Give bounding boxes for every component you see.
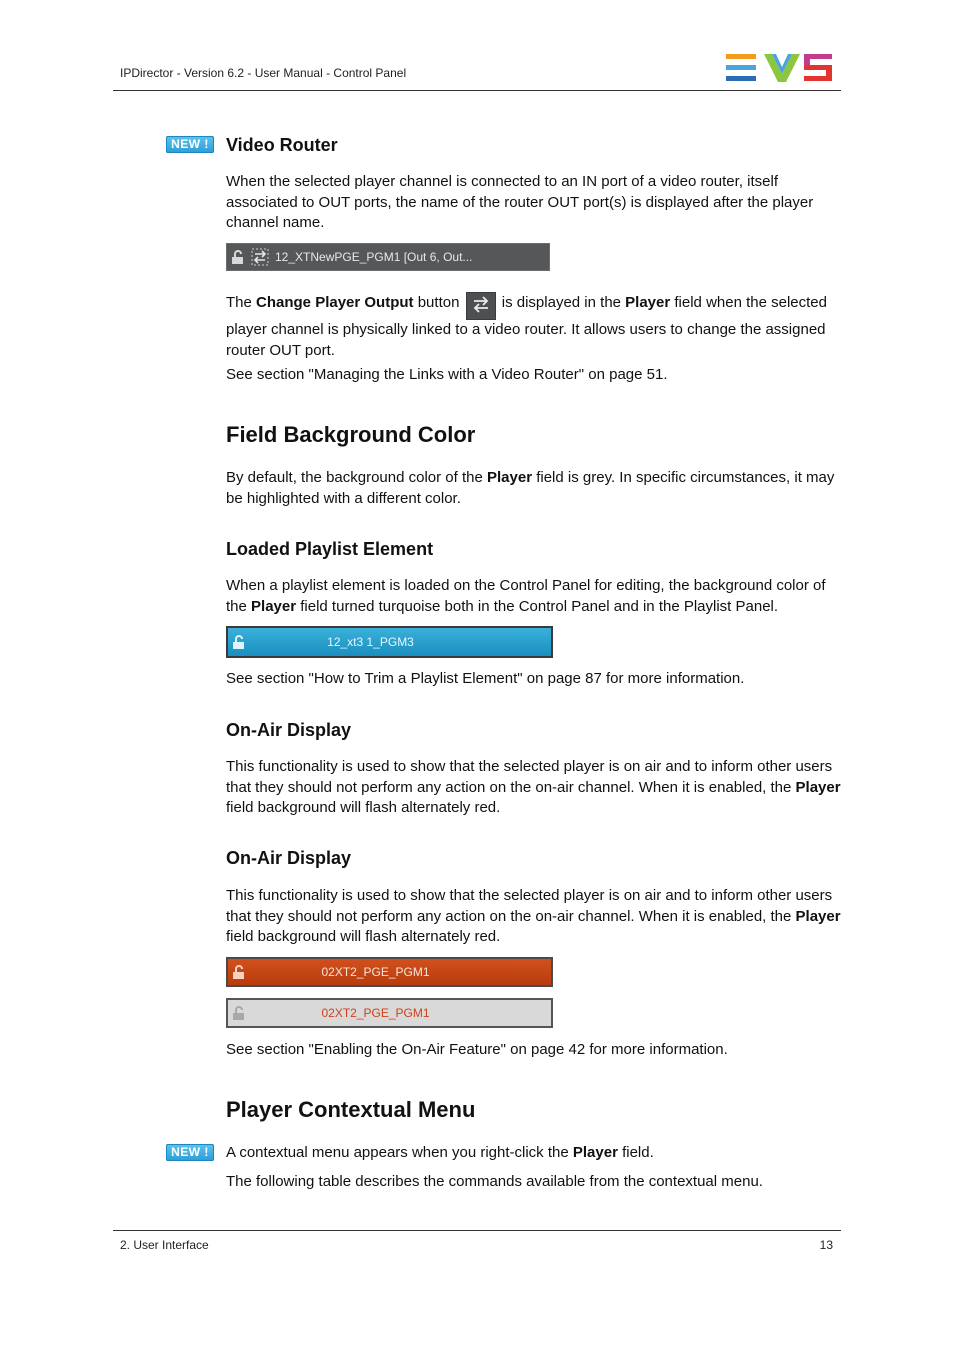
player-field-on-air-grey: [226, 998, 553, 1028]
new-badge: NEW !: [166, 136, 214, 153]
video-router-paragraph: When the selected player channel is connected to an IN port of a video router, itself associated to OUT ports, the name of the router OUT port(s) is displayed after the player channel name.: [226, 173, 814, 231]
page-number: 13: [819, 1238, 833, 1252]
unlock-icon: [228, 958, 250, 986]
field-background-heading: Field Background Color: [226, 422, 476, 447]
context-menu-paragraph: A contextual menu appears when you right-click the Player field.: [226, 1144, 654, 1161]
change-output-paragraph: The Change Player Output button is displayed in the Player field when the selected player channel is physically linked to a video router. It allows users to change the assigned router OUT port.: [226, 294, 827, 359]
loaded-playlist-paragraph: When a playlist element is loaded on the Control Panel for editing, the background color of the Player field turned turquoise both in the Control Panel and in the Playlist Panel.: [226, 577, 826, 615]
player-field-router-example: [226, 243, 550, 271]
context-menu-table-intro: The following table describes the commands available from the contextual menu.: [226, 1173, 763, 1190]
document-header-title: IPDirector - Version 6.2 - User Manual - Control Panel: [120, 66, 407, 80]
player-field-text: 12_xt3 1_PGM3: [327, 635, 414, 649]
evs-logo: [726, 54, 834, 82]
player-field-text: 12_XTNewPGE_PGM1 [Out 6, Out...: [275, 250, 473, 264]
footer-chapter: 2. User Interface: [120, 1238, 209, 1252]
video-router-heading: Video Router: [226, 135, 338, 155]
header-divider: [113, 90, 841, 91]
unlock-icon: [227, 243, 249, 271]
loaded-playlist-heading: Loaded Playlist Element: [226, 539, 434, 559]
on-air-heading: On-Air Display: [226, 720, 352, 740]
player-field-text: 02XT2_PGE_PGM1: [321, 965, 430, 979]
field-background-paragraph: By default, the background color of the Player field is grey. In specific circumstances, it may be highlighted with a different color.: [226, 469, 835, 507]
unlock-icon: [228, 999, 250, 1027]
see-section-on-air: See section "Enabling the On-Air Feature" on page 42 for more information.: [226, 1041, 728, 1058]
new-badge: NEW !: [166, 1144, 214, 1161]
unlock-icon: [228, 628, 250, 656]
footer-divider: [113, 1230, 841, 1231]
player-field-text: 02XT2_PGE_PGM1: [321, 1006, 430, 1020]
player-field-on-air-red: [226, 957, 553, 987]
see-section-trim: See section "How to Trim a Playlist Element" on page 87 for more information.: [226, 670, 745, 687]
see-section-video-router: See section "Managing the Links with a Video Router" on page 51.: [226, 366, 668, 383]
player-contextual-menu-heading: Player Contextual Menu: [226, 1097, 476, 1122]
change-player-output-button-icon: [466, 292, 496, 320]
change-output-icon: [249, 243, 271, 271]
player-field-turquoise-example: [226, 626, 553, 658]
on-air-paragraph-2: This functionality is used to show that the selected player is on air and to inform other users that they should not perform any action on the on-air channel. When it is enabled, the Player field background will flash alternately red.: [226, 887, 841, 945]
on-air-heading-2: On-Air Display: [226, 848, 352, 868]
on-air-paragraph: This functionality is used to show that the selected player is on air and to inform other users that they should not perform any action on the on-air channel. When it is enabled, the Player field background will flash alternately red.: [226, 758, 841, 816]
